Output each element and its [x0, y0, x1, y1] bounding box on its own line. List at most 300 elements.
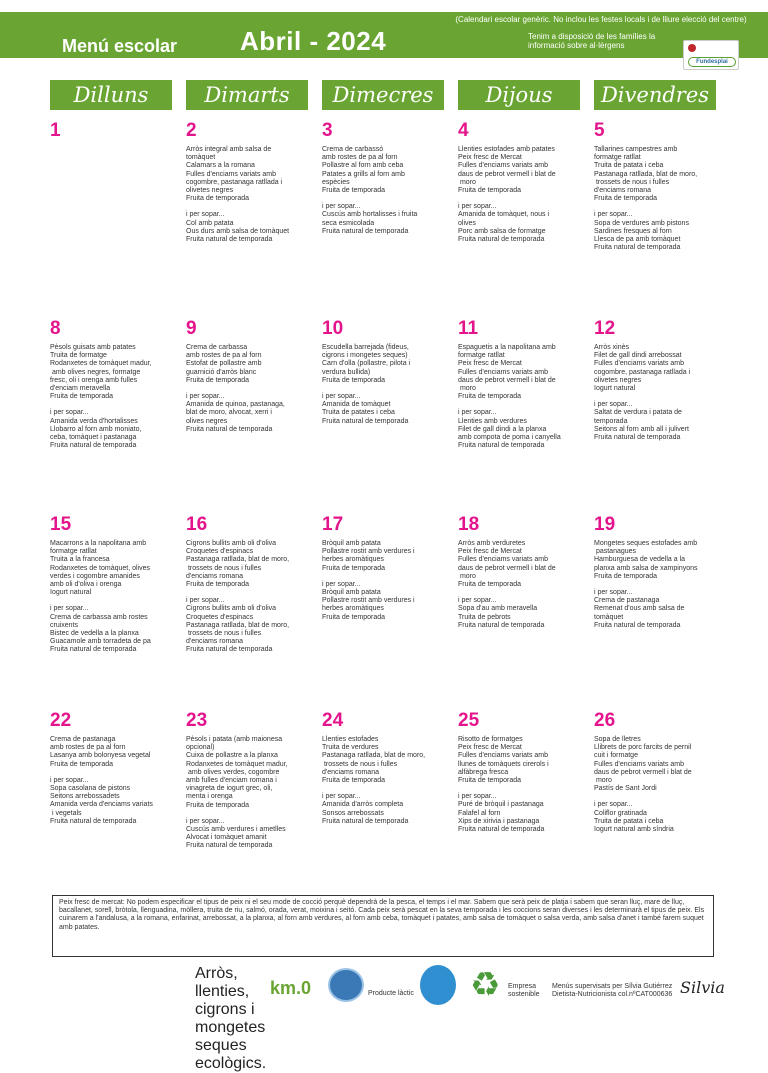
menu-line: Escudella barrejada (fideus,	[322, 344, 409, 351]
menu-line: Fulles d'enciams variats amb	[458, 162, 549, 170]
menu-line: cuit i formatge	[594, 752, 638, 760]
day-cell	[322, 514, 450, 622]
menu-line: i per sopar...	[50, 605, 89, 613]
menu-line: amb rostes de pa al forn	[186, 352, 262, 360]
menu-lines	[458, 736, 586, 834]
nutritionist-info	[552, 983, 672, 999]
menu-line: Risotto de formatges	[458, 736, 523, 743]
menu-line: i per sopar...	[322, 393, 361, 401]
day-cell	[186, 514, 314, 655]
menu-line: vinagreta de iogurt grec, oli,	[186, 785, 273, 793]
menu-line: Saltat de verdura i patata de	[594, 409, 682, 417]
menu-line: i per sopar...	[322, 203, 361, 211]
menu-line: Fulles d'enciams variats amb	[458, 752, 549, 760]
allergen-note: Tenim a disposició de les famílies la informació sobre al·lèrgens	[528, 32, 656, 50]
menu-lines	[594, 540, 722, 630]
menu-line: daus de pebrot vermell i blat de	[594, 768, 692, 776]
menu-line: Estofat de pollastre amb	[186, 360, 262, 368]
menu-line: Fruita de temporada	[186, 195, 250, 203]
day-number: 26	[594, 710, 616, 731]
menu-line: Bistec de vedella a la planxa	[50, 630, 139, 638]
menu-line: Fruita de temporada	[594, 572, 658, 580]
menu-line: Rodanxetes de tomàquet madur,	[50, 360, 152, 368]
day-cell	[322, 710, 450, 826]
menu-lines	[50, 736, 178, 826]
day-cell	[594, 514, 722, 630]
menu-line: Llenties estofades	[322, 736, 379, 743]
menu-line: Ous durs amb salsa de tomàquet	[186, 227, 290, 235]
menu-line	[594, 203, 722, 211]
menu-line: Truita de patata i ceba	[594, 162, 664, 170]
menu-line: Calamars a la romana	[186, 162, 255, 170]
menu-line: Fruita natural de temporada	[322, 817, 409, 825]
menu-line: Crema de pastanaga	[594, 597, 660, 605]
menu-line: Amanida verda d'hortalisses	[50, 417, 138, 425]
km0-logo: km.0	[270, 978, 312, 998]
menu-line: seca esmicolada	[322, 219, 375, 227]
menu-line: Sopa de lletres	[594, 736, 641, 743]
menu-line	[186, 810, 314, 818]
menu-line: Bròquil amb patata	[322, 589, 381, 597]
menu-line: i per sopar...	[50, 409, 89, 417]
menu-line: Macarrons a la napolitana amb	[50, 540, 147, 547]
day-header-dilluns: Dilluns	[50, 80, 172, 110]
supervisor-line: Menús supervisats per Sílvia Gutiérrez	[552, 983, 673, 990]
menu-line: d'enciam meravella	[50, 385, 111, 393]
menu-line: i per sopar...	[50, 776, 89, 784]
menu-line: Pollastre al forn amb ceba	[322, 162, 404, 170]
menu-line	[322, 385, 450, 393]
menu-line: Pastanaga ratllada, blat de moro,	[186, 556, 290, 564]
menu-line: Remenat d'ous amb salsa de	[594, 605, 685, 613]
menu-line: Rodanxetes de tomàquet madur,	[186, 760, 288, 768]
menu-lines	[458, 344, 586, 450]
day-number: 5	[594, 120, 605, 141]
day-cell	[186, 710, 314, 851]
menu-line: Iogurt natural	[50, 589, 92, 597]
menu-line: Llesca de pa amb tomàquet	[594, 236, 681, 244]
menu-line: Carn d'olla (pollastre, pilota i	[322, 360, 411, 368]
menu-line: Truita a la francesa	[50, 556, 110, 564]
menu-line: herbes aromàtiques	[322, 556, 384, 564]
menu-line: fresc, oli i orenga amb fulles	[50, 376, 138, 384]
menu-line	[186, 385, 314, 393]
menu-line: daus de pebrot vermell i blat de	[458, 170, 556, 178]
menu-line: Fruita de temporada	[458, 393, 522, 401]
menu-line: planxa amb salsa de xampinyons	[594, 564, 698, 572]
menu-line: Fruita de temporada	[186, 801, 250, 809]
menu-line: Peix fresc de Mercat	[458, 154, 522, 162]
menu-line: Pastanaga ratllada, blat de moro,	[322, 752, 426, 760]
day-number: 8	[50, 318, 61, 339]
menu-line	[594, 393, 722, 401]
menu-line: Falafel al forn	[458, 809, 501, 817]
menu-line: Fruita de temporada	[322, 777, 386, 785]
day-cell	[458, 514, 586, 630]
menu-line	[594, 581, 722, 589]
day-cell	[458, 710, 586, 834]
menu-line: Pollastre rostit amb verdures i	[322, 597, 415, 605]
menu-line: i per sopar...	[322, 580, 361, 588]
menu-line: Crema de carbassó	[322, 146, 384, 153]
day-number: 1	[50, 120, 61, 141]
menu-lines	[458, 146, 586, 244]
menu-line: daus de pebrot vermell i blat de	[458, 376, 556, 384]
menu-line: Peix fresc de Mercat	[458, 360, 522, 368]
menu-line: d'enciams romana	[186, 638, 243, 646]
menu-line: d'enciams romana	[594, 187, 651, 195]
menu-line: Fruita natural de temporada	[594, 621, 681, 629]
menu-line: Fruita de temporada	[50, 393, 114, 401]
menu-line: Coliflor gratinada	[594, 809, 647, 817]
menu-line: i per sopar...	[186, 817, 225, 825]
menu-line: cruixents	[50, 621, 79, 629]
menu-line: amb compota de poma i canyella	[458, 434, 561, 442]
menu-line: i per sopar...	[594, 211, 633, 219]
menu-line: i per sopar...	[458, 409, 497, 417]
menu-line: Cigrons bullits amb oli d'oliva	[186, 540, 277, 547]
cow-icon	[328, 968, 364, 1002]
menu-line	[322, 573, 450, 581]
sostenible-label: Empresa sostenible	[508, 983, 540, 998]
menu-line: Seitons arrebossadets	[50, 793, 120, 801]
menu-line	[458, 195, 586, 203]
menu-line	[50, 401, 178, 409]
day-number: 16	[186, 514, 208, 535]
menu-line: Fruita natural de temporada	[50, 442, 137, 450]
menu-line: Fruita natural de temporada	[458, 826, 545, 834]
menu-line: Bròquil amb patata	[322, 540, 381, 547]
menu-line: Fruita natural de temporada	[458, 442, 545, 450]
menu-lines	[458, 540, 586, 630]
menu-lines	[594, 736, 722, 834]
menu-line: Fruita de temporada	[458, 581, 522, 589]
menu-line: Hamburguesa de vedella a la	[594, 556, 686, 564]
day-header-dimecres: Dimecres	[322, 80, 444, 110]
menu-line: Fulles d'enciams variats amb	[594, 760, 685, 768]
ecologic-note: Arròs, llenties, cigrons i mongetes seques ecològics.	[195, 965, 267, 1072]
menu-line: verdura bullida)	[322, 368, 371, 376]
day-number: 23	[186, 710, 208, 731]
menu-lines	[322, 146, 450, 236]
dietista-line: Dietista-Nutricionista col.nºCAT000636	[552, 991, 673, 998]
menu-line	[322, 195, 450, 203]
menu-line: Arròs integral amb salsa de	[186, 146, 272, 153]
month-title: Abril - 2024	[240, 26, 387, 56]
day-number: 3	[322, 120, 333, 141]
menu-line: Sopa d'au amb meravella	[458, 605, 538, 613]
menu-line	[50, 769, 178, 777]
recycle-icon: ♻	[470, 966, 501, 1004]
menu-line: Fruita natural de temporada	[186, 842, 273, 850]
menu-line: Fruita natural de temporada	[322, 227, 409, 235]
menu-line: Fulles d'enciams variats amb	[458, 368, 549, 376]
menu-line: trossets de nous i fulles	[322, 760, 398, 768]
menu-line: i per sopar...	[186, 597, 225, 605]
menu-line: Amanida de tomàquet, nous i	[458, 211, 550, 219]
header-bar	[0, 12, 768, 65]
menu-line: Sopa casolana de pistons	[50, 785, 131, 793]
menu-line: trossets de nous i fulles	[594, 178, 670, 186]
menu-line: Llibrets de porc farcits de pernil	[594, 744, 692, 752]
menu-line: Alvocat i tomàquet amanit	[186, 834, 267, 842]
menu-line: Fruita natural de temporada	[186, 646, 273, 654]
menu-line: Filet de gall dindi arrebossat	[594, 352, 682, 360]
menu-line: cigrons i mongetes seques)	[322, 352, 408, 360]
menu-line: Fruita de temporada	[322, 376, 386, 384]
day-cell	[50, 514, 178, 655]
menu-line: Rodanxetes de tomàquet, olives	[50, 564, 151, 572]
menu-line: Truita de formatge	[50, 352, 107, 360]
menu-lines	[594, 344, 722, 442]
menu-line: Fruita natural de temporada	[458, 621, 545, 629]
menu-line: Filet de gall dindi a la planxa	[458, 425, 547, 433]
menu-lines	[322, 736, 450, 826]
menu-line: formatge ratllat	[50, 548, 97, 556]
day-header-dimarts: Dimarts	[186, 80, 308, 110]
menu-line: Amanida de quinoa, pastanaga,	[186, 401, 285, 409]
menu-line: amb rostes de pa al forn	[322, 154, 398, 162]
menu-line: Cuixa de pollastre a la planxa	[186, 752, 278, 760]
menu-line: Peix fresc de Mercat	[458, 548, 522, 556]
menu-line: cogombre, pastanaga ratllada i	[594, 368, 691, 376]
menu-line: espècies	[322, 178, 350, 186]
day-cell	[50, 318, 178, 450]
menu-line: Amanida d'arròs completa	[322, 801, 404, 809]
menu-line: Amanida de tomàquet	[322, 401, 391, 409]
menu-line: i per sopar...	[594, 801, 633, 809]
menu-lines	[50, 540, 178, 655]
menu-line: Fruita de temporada	[594, 195, 658, 203]
day-header-divendres: Divendres	[594, 80, 716, 110]
menu-line: Mongetes seques estofades amb	[594, 540, 698, 547]
menu-line: olives	[458, 219, 476, 227]
fundesplai-logo	[683, 40, 739, 70]
menu-line: d'enciams romana	[322, 768, 379, 776]
day-cell	[458, 318, 586, 450]
day-header-dijous: Dijous	[458, 80, 580, 110]
day-number: 2	[186, 120, 197, 141]
menu-line: Fruita de temporada	[322, 613, 386, 621]
menu-lines	[322, 540, 450, 622]
day-number: 17	[322, 514, 344, 535]
menu-line	[186, 589, 314, 597]
day-cell	[594, 710, 722, 834]
menu-line: amb rostes de pa al forn	[50, 744, 126, 752]
menu-line: Truita de pebrots	[458, 613, 511, 621]
menu-line: Fruita de temporada	[458, 187, 522, 195]
menu-line: Crema de carbassa amb rostes	[50, 613, 148, 621]
menu-line: Peix fresc de Mercat	[458, 744, 522, 752]
menu-line: Arròs amb verduretes	[458, 540, 526, 547]
menu-line: amb olives negres, formatge	[50, 368, 141, 376]
menu-line: i per sopar...	[458, 597, 497, 605]
menu-line: i per sopar...	[594, 589, 633, 597]
menu-line: Tallarines campestres amb	[594, 146, 678, 153]
menu-line: i per sopar...	[594, 401, 633, 409]
menu-line: Fruita natural de temporada	[594, 244, 681, 252]
menu-line: amb olives verdes, cogombre	[186, 768, 280, 776]
menu-line: Col amb patata	[186, 219, 234, 227]
day-cell	[594, 318, 722, 442]
day-number: 25	[458, 710, 480, 731]
menu-line: Fulles d'enciams variats amb	[458, 556, 549, 564]
menu-line: Lasanya amb bolonyesa vegetal	[50, 752, 151, 760]
menu-line	[458, 589, 586, 597]
menu-line: Iogurt natural	[594, 385, 636, 393]
menu-line: Espaguetis a la napolitana amb	[458, 344, 556, 351]
menu-line: moro	[594, 777, 612, 785]
menu-line: Porc amb salsa de formatge	[458, 227, 546, 235]
day-number: 15	[50, 514, 72, 535]
menu-line: Fulles d'enciams variats amb	[594, 360, 685, 368]
menu-lines	[186, 146, 314, 244]
menu-lines	[50, 344, 178, 450]
menu-line: Fruita natural de temporada	[50, 817, 137, 825]
menu-line: Fruita de temporada	[186, 581, 250, 589]
menu-line: menta i orenga	[186, 793, 233, 801]
menu-lines	[186, 736, 314, 851]
menu-line: Fruita natural de temporada	[594, 434, 681, 442]
day-cell	[50, 120, 178, 146]
day-cell	[594, 120, 722, 252]
day-number: 11	[458, 318, 479, 339]
menu-line: Croquetes d'espinacs	[186, 548, 254, 556]
menu-line: blat de moro, alvocat, xerri i	[186, 409, 272, 417]
day-number: 12	[594, 318, 616, 339]
menu-line: Fruita natural de temporada	[186, 236, 273, 244]
menu-line: i vegetals	[50, 809, 82, 817]
menu-line: Pèsols i patata (amb maionesa	[186, 736, 283, 743]
menu-line: Llenties estofades amb patates	[458, 146, 555, 153]
menu-line: Patates a grills al forn amb	[322, 170, 405, 178]
menu-line: trossets de nous i fulles	[186, 630, 262, 638]
menu-line: i per sopar...	[186, 211, 225, 219]
menu-line: daus de pebrot vermell i blat de	[458, 564, 556, 572]
menu-line: Llenties amb verdures	[458, 417, 527, 425]
menu-line: amb oli d'oliva i orenga	[50, 581, 122, 589]
day-number: 19	[594, 514, 616, 535]
menu-line: Seitons al forn amb all i julivert	[594, 425, 689, 433]
menu-line: Pollastre rostit amb verdures i	[322, 548, 415, 556]
fish-note-box: Peix fresc de mercat: No podem especificar el tipus de peix ni el seu mode de cocció perquè dependrà de la pesca, el temps i el mar. Sabem que serà peix de platja i sabem que seran lluç, mare de lluç, bacallanet, sorell, bròtola, llenguadina, mòllera, truita de riu, salmó, orada, verat, moixina i seitó. Cada peix serà pescat en la seva temporada i les coccions seran diverses i les determinarà el tipus de peix. Els cuinarem a l'andalusa, a la romana, enfarinat, arrebossat, a la planxa, al forn amb verdures, al forn amb ceba, tomàquet i patates, amb salsa de tomàquet o salsa verda, amb salsa d'anet i també farem suquet amb patates.	[52, 895, 714, 957]
menu-line: Fruita natural de temporada	[458, 236, 545, 244]
menu-line: Pastís de Sant Jordi	[594, 785, 657, 793]
menu-line: moro	[458, 572, 476, 580]
menu-line: Arròs xinès	[594, 344, 630, 351]
day-number: 22	[50, 710, 72, 731]
menu-line: i per sopar...	[322, 793, 361, 801]
menu-line: Croquetes d'espinacs	[186, 613, 254, 621]
menu-line: i per sopar...	[458, 793, 497, 801]
menu-title: Menú escolar	[62, 36, 178, 56]
menu-line: trossets de nous i fulles	[186, 564, 262, 572]
menu-line: Llobarro al forn amb moniato,	[50, 425, 142, 433]
menu-line: opcional)	[186, 744, 215, 752]
menu-line: olivetes negres	[594, 376, 642, 384]
menu-line: Sopa de verdures amb pistons	[594, 219, 689, 227]
calendar-note: (Calendari escolar genèric. No inclou les festes locals i de lliure elecció del centre)	[455, 15, 747, 24]
menu-lines	[594, 146, 722, 252]
day-number: 18	[458, 514, 480, 535]
menu-line: moro	[458, 385, 476, 393]
menu-line: amb fulles d'enciam romana i	[186, 777, 277, 785]
menu-line: Puré de bròquil i pastanaga	[458, 801, 544, 809]
menu-line: alfàbrega fresca	[458, 768, 509, 776]
menu-line	[594, 793, 722, 801]
menu-line: Fruita de temporada	[458, 777, 522, 785]
menu-line: cogombre, pastanaga ratllada i	[186, 178, 283, 186]
day-number: 9	[186, 318, 197, 339]
menu-line: Pastanaga ratllada, blat de moro,	[594, 170, 698, 178]
menu-line: Crema de pastanaga	[50, 736, 116, 743]
menu-line: formatge ratllat	[594, 154, 641, 162]
menu-line: Cuscús amb verdures i ametlles	[186, 826, 286, 834]
menu-line: Truita de verdures	[322, 744, 379, 752]
menu-line: Guacamole amb torradeta de pa	[50, 638, 151, 646]
menu-line: Fruita natural de temporada	[322, 417, 409, 425]
menu-line: Fruita de temporada	[50, 760, 114, 768]
menu-lines	[322, 344, 450, 426]
menu-lines	[186, 344, 314, 434]
menu-line: guarnició d'arròs blanc	[186, 368, 257, 376]
day-number: 10	[322, 318, 344, 339]
menu-line	[322, 785, 450, 793]
menu-line: Amanida verda d'enciams variats	[50, 801, 153, 809]
menu-line: temporada	[594, 417, 628, 425]
lactic-label: Producte làctic	[368, 990, 414, 997]
menu-line: Fruita de temporada	[322, 187, 386, 195]
menu-line: pastanagues	[594, 548, 637, 556]
day-number: 4	[458, 120, 469, 141]
day-number: 24	[322, 710, 344, 731]
menu-line	[50, 597, 178, 605]
menu-line: Sonsos arrebossats	[322, 809, 384, 817]
day-cell	[186, 120, 314, 244]
menu-line: i per sopar...	[458, 203, 497, 211]
logo-dot-icon	[688, 44, 696, 52]
menu-line: Fruita de temporada	[322, 564, 386, 572]
logo-text: Fundesplai	[688, 57, 736, 67]
menu-line: Fruita de temporada	[186, 376, 250, 384]
menu-line: Xips de xirivia i pastanaga	[458, 817, 540, 825]
menu-line: Truita de patata i ceba	[594, 817, 664, 825]
day-cell	[50, 710, 178, 826]
menu-line: Crema de carbassa	[186, 344, 248, 351]
menu-line: Cuscús amb hortalisses i fruita	[322, 211, 418, 219]
menu-line: ceba, tomàquet i pastanaga	[50, 434, 137, 442]
menu-line: d'enciams romana	[186, 572, 243, 580]
menu-line: Cigrons bullits amb oli d'oliva	[186, 605, 277, 613]
menu-line: llunes de tomàquets cirerols i	[458, 760, 549, 768]
menu-line: formatge ratllat	[458, 352, 505, 360]
menu-line: Pastanaga ratllada, blat de moro,	[186, 621, 290, 629]
signature: Silvia	[680, 978, 725, 997]
day-cell	[322, 120, 450, 236]
menu-line: herbes aromàtiques	[322, 605, 384, 613]
day-cell	[322, 318, 450, 426]
menu-line: Sardines fresques al forn	[594, 227, 672, 235]
day-cell	[458, 120, 586, 244]
day-cell	[186, 318, 314, 434]
menu-line: Iogurt natural amb síndria	[594, 826, 674, 834]
menu-line: tomàquet	[594, 613, 624, 621]
menu-line: verdes i cogombre amanides	[50, 572, 140, 580]
menu-line: moro	[458, 178, 476, 186]
menu-line: Fulles d'enciams variats amb	[186, 170, 277, 178]
menu-line	[458, 785, 586, 793]
menu-line	[186, 203, 314, 211]
